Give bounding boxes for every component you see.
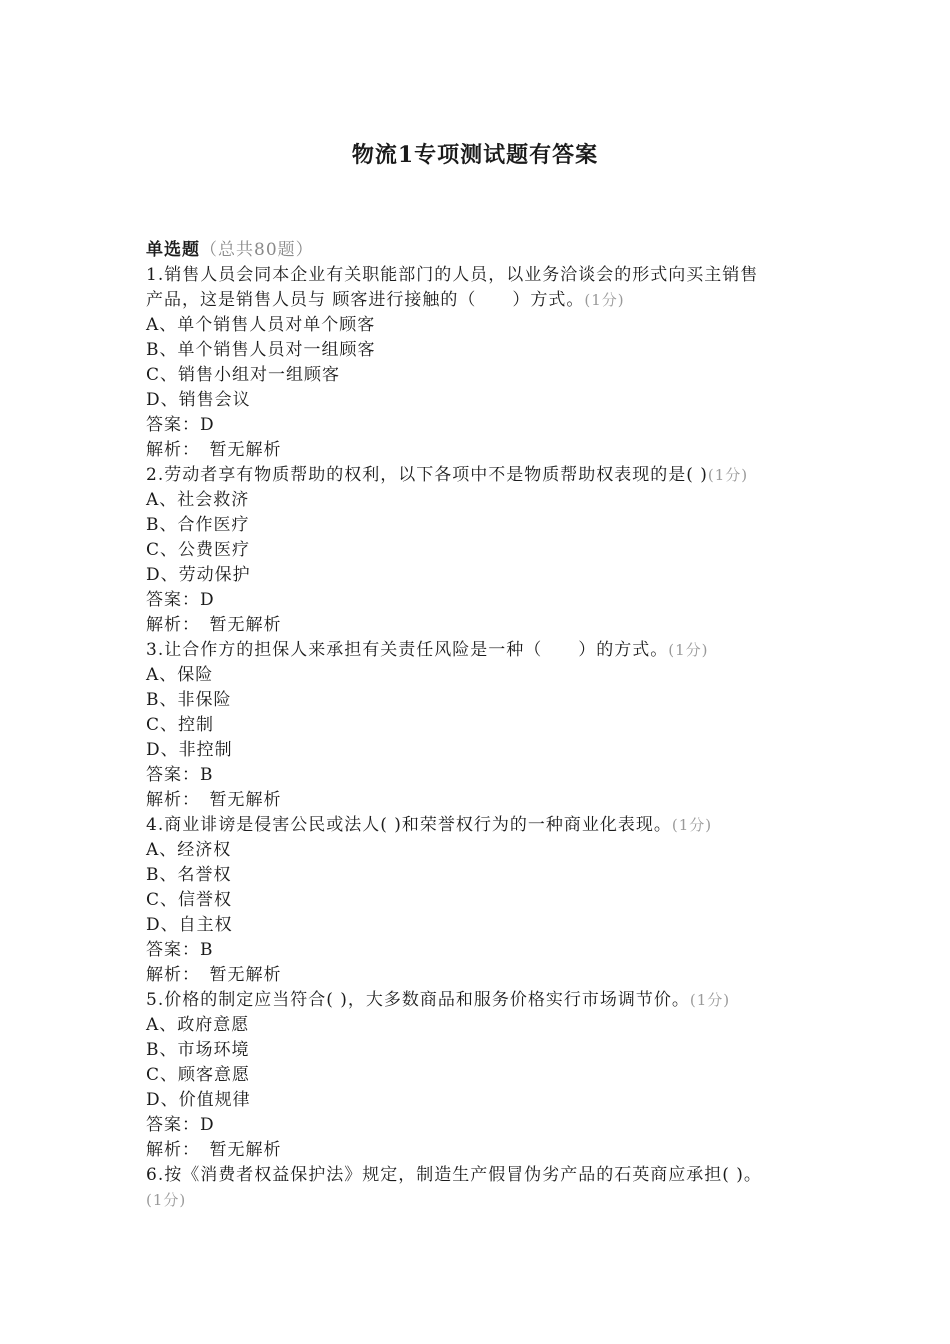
option: C、顾客意愿 (146, 1065, 251, 1085)
answer: 答案：D (146, 415, 215, 435)
analysis: 解析： 暂无解析 (146, 615, 282, 635)
page-title: 物流1专项测试题有答案 (351, 142, 599, 168)
question-score: (1分) (146, 1191, 187, 1209)
analysis: 解析： 暂无解析 (146, 790, 282, 810)
question-score-line (146, 1188, 826, 1213)
analysis: 解析： 暂无解析 (146, 1140, 282, 1160)
option: A、单个销售人员对单个顾客 (146, 315, 376, 335)
option: D、劳动保护 (146, 565, 251, 585)
analysis: 解析： 暂无解析 (146, 440, 282, 460)
option: A、保险 (146, 665, 214, 685)
option: B、合作医疗 (146, 515, 250, 535)
option: A、社会救济 (146, 490, 250, 510)
question-text (146, 638, 826, 663)
question-score: (1分) (707, 466, 749, 484)
option: D、价值规律 (146, 1090, 251, 1110)
analysis: 解析： 暂无解析 (146, 965, 282, 985)
question-text (146, 813, 826, 838)
section-label: 单选题 (146, 240, 200, 260)
option: B、非保险 (146, 690, 232, 710)
question-list (146, 238, 826, 1213)
answer: 答案：B (146, 765, 214, 785)
option: C、公费医疗 (146, 540, 251, 560)
question-text (146, 288, 826, 313)
option: B、市场环境 (146, 1040, 250, 1060)
option: D、非控制 (146, 740, 233, 760)
option: C、信誉权 (146, 890, 233, 910)
section-heading (146, 238, 826, 263)
question-text (146, 463, 826, 488)
option: D、自主权 (146, 915, 233, 935)
question-text-main: 5.价格的制定应当符合( )，大多数商品和服务价格实行市场调节价。 (146, 990, 690, 1010)
question-text (146, 988, 826, 1013)
question-score: (1分) (671, 816, 713, 834)
question-score: (1分) (584, 291, 625, 309)
answer: 答案：D (146, 590, 215, 610)
option: B、单个销售人员对一组顾客 (146, 340, 376, 360)
question-text: 6.按《消费者权益保护法》规定，制造生产假冒伪劣产品的石英商应承担( )。 (146, 1165, 762, 1185)
section-count: （总共80题） (200, 240, 314, 260)
question-text-main: 3.让合作方的担保人来承担有关责任风险是一种（ ）的方式。 (146, 640, 669, 660)
option: B、名誉权 (146, 865, 232, 885)
answer: 答案：B (146, 940, 214, 960)
option: C、控制 (146, 715, 215, 735)
option: D、销售会议 (146, 390, 251, 410)
question-score: (1分) (668, 641, 709, 659)
question-score: (1分) (689, 991, 731, 1009)
question-text-main: 4.商业诽谤是侵害公民或法人( )和荣誉权行为的一种商业化表现。 (146, 815, 672, 835)
option: A、经济权 (146, 840, 232, 860)
question-text-main: 2.劳动者享有物质帮助的权利，以下各项中不是物质帮助权表现的是( ) (146, 465, 708, 485)
question-text-cont: 产品，这是销售人员与 顾客进行接触的（ ）方式。 (146, 290, 585, 310)
option: A、政府意愿 (146, 1015, 250, 1035)
question-text: 1.销售人员会同本企业有关职能部门的人员，以业务洽谈会的形式向买主销售 (146, 265, 759, 285)
option: C、销售小组对一组顾客 (146, 365, 341, 385)
answer: 答案：D (146, 1115, 215, 1135)
